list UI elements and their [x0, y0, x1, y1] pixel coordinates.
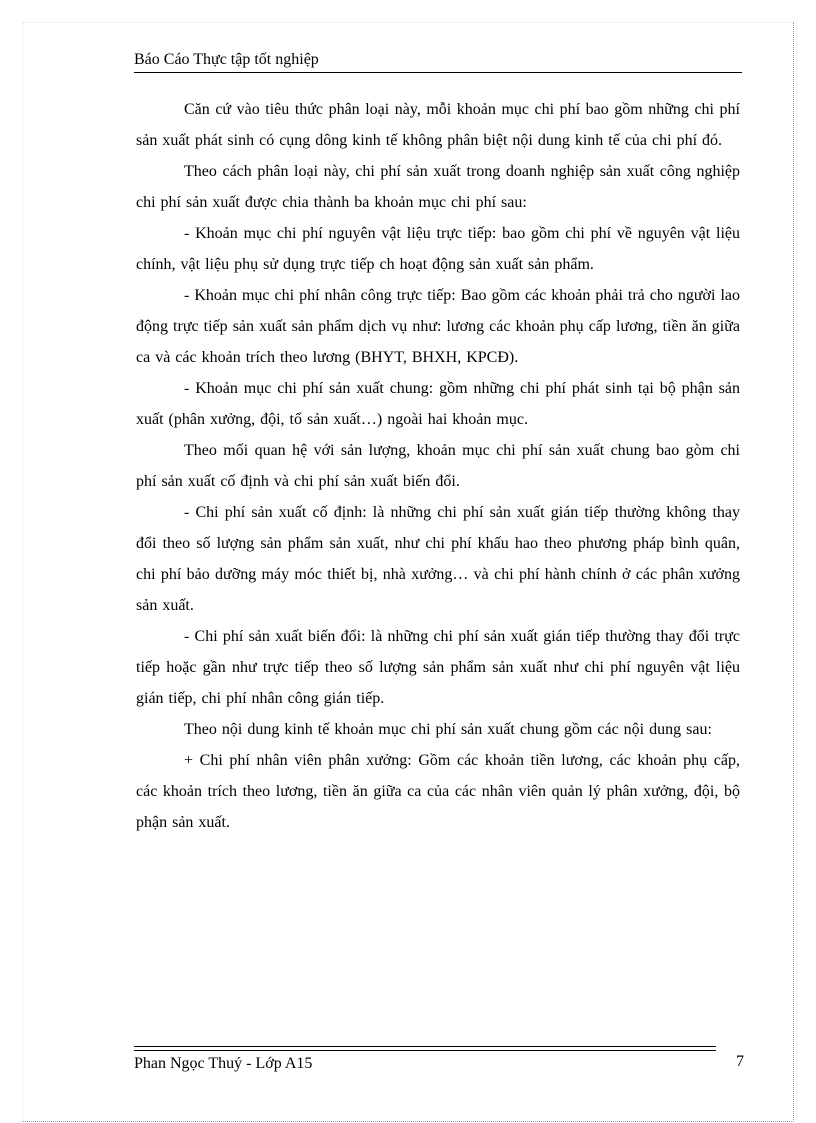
header-rule	[134, 72, 742, 73]
page-number: 7	[736, 1053, 744, 1070]
paragraph-6: Theo mối quan hệ với sản lượng, khoản mục chi phí sản xuất chung bao gòm chi phí sản xuất cố định và chi phí sản xuất biến đổi.	[136, 442, 740, 490]
paragraph-8: - Chi phí sản xuất biến đổi: là những chi phí sản xuất gián tiếp thường thay đổi trực tiếp hoặc gần như trực tiếp theo số lượng sản phẩm sản xuất như chi phí nguyên vật liệu gián tiếp, chi phí nhân công gián tiếp.	[136, 628, 740, 707]
paragraph-7: - Chi phí sản xuất cố định: là những chi phí sản xuất gián tiếp thường không thay đổi theo số lượng sản phẩm sản xuất, như chi phí khấu hao theo phương pháp bình quân, chi phí bảo dưỡng máy móc thiết bị, nhà xưởng… và chi phí hành chính ở các phân xưởng sản xuất.	[136, 504, 740, 614]
footer-rule	[134, 1046, 716, 1051]
paragraph-5: - Khoản mục chi phí sản xuất chung: gồm những chi phí phát sinh tại bộ phận sản xuất (phân xưởng, đội, tổ sản xuất…) ngoài hai khoản mục.	[136, 380, 740, 428]
paragraph-3: - Khoản mục chi phí nguyên vật liệu trực tiếp: bao gồm chi phí về nguyên vật liệu chính, vật liệu phụ sử dụng trực tiếp ch hoạt động sản xuất sản phẩm.	[136, 225, 740, 273]
paragraph-2: Theo cách phân loại này, chi phí sản xuất trong doanh nghiệp sản xuất công nghiệp chi phí sản xuất được chia thành ba khoản mục chi phí sau:	[136, 163, 740, 211]
paragraph-1: Căn cứ vào tiêu thức phân loại này, mỗi khoản mục chi phí bao gồm những chi phí sản xuất phát sinh có cụng dông kinh tế không phân biệt nội dung kinh tế của chi phí đó.	[136, 101, 740, 149]
paragraph-4: - Khoản mục chi phí nhân công trực tiếp: Bao gồm các khoản phải trả cho người lao động trực tiếp sản xuất sản phẩm dịch vụ như: lương các khoản phụ cấp lương, tiền ăn giữa ca và các khoản trích theo lương (BHYT, BHXH, KPCĐ).	[136, 287, 740, 366]
paragraph-10: + Chi phí nhân viên phân xưởng: Gồm các khoản tiền lương, các khoản phụ cấp, các khoản trích theo lương, tiền ăn giữa ca của các nhân viên quản lý phân xưởng, đội, bộ phận sản xuất.	[136, 752, 740, 831]
paragraph-9: Theo nội dung kinh tế khoản mục chi phí sản xuất chung gồm các nội dung sau:	[184, 721, 712, 738]
footer-author: Phan Ngọc Thuý - Lớp A15	[134, 1055, 313, 1072]
document-body	[136, 94, 740, 838]
page-header	[134, 50, 742, 73]
header-title: Báo Cáo Thực tập tốt nghiệp	[134, 51, 319, 68]
